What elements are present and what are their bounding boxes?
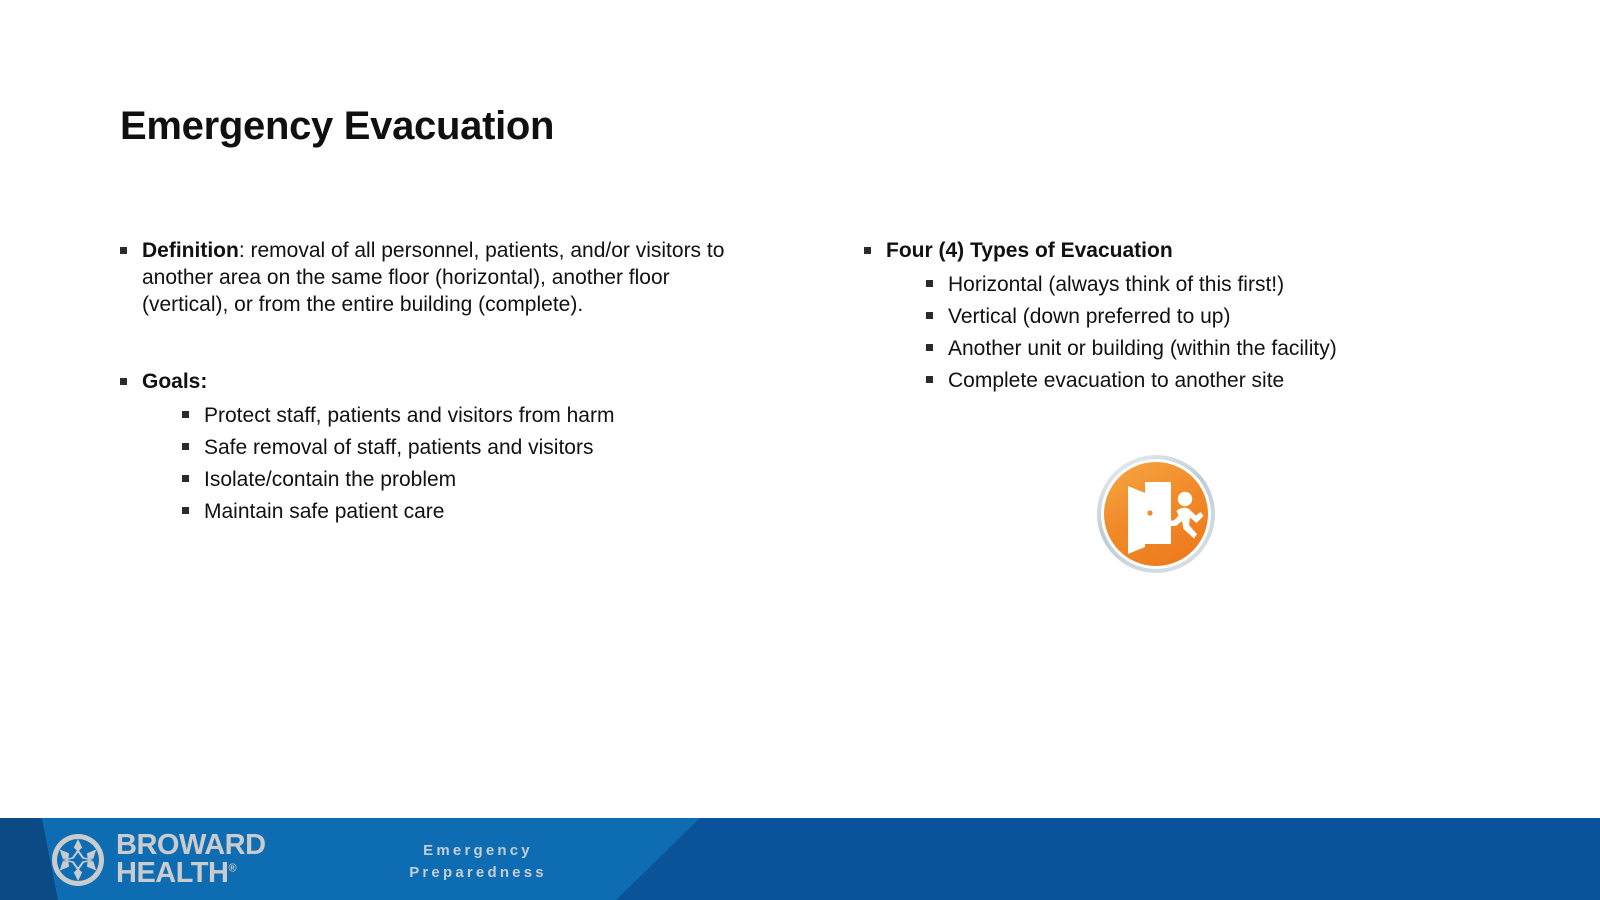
definition-text: removal of all personnel, patients, and/or visitors to another area on the same floor (horizontal), another floor (vertical), or from the entire building (complete).: [142, 239, 725, 316]
logo-line-1: BROWARD: [116, 829, 266, 862]
evacuation-exit-icon: [1097, 455, 1215, 573]
square-bullet-icon: [120, 247, 127, 254]
broward-health-wordmark: [116, 829, 266, 889]
tagline-line-2: Preparedness: [409, 863, 547, 881]
broward-star-emblem-icon: [50, 832, 106, 888]
list-item: [924, 269, 1462, 300]
footer-tagline: [378, 840, 578, 884]
evacuation-type-text: Another unit or building (within the facility): [948, 337, 1337, 361]
registered-mark-icon: ®: [228, 862, 237, 875]
evacuation-types-list: [862, 238, 1462, 265]
goals-heading: Goals:: [142, 369, 208, 393]
right-content-column: [862, 238, 1462, 397]
page-title: Emergency Evacuation: [120, 104, 555, 148]
square-bullet-icon: [926, 312, 933, 319]
evacuation-type-text: Vertical (down preferred to up): [948, 304, 1231, 328]
broward-health-logo: [50, 829, 266, 889]
goal-text: Isolate/contain the problem: [204, 467, 457, 491]
square-bullet-icon: [182, 443, 189, 450]
square-bullet-icon: [864, 247, 871, 254]
goals-sublist: [180, 400, 758, 527]
list-item: [924, 301, 1462, 332]
goal-text: Safe removal of staff, patients and visitors: [204, 435, 594, 459]
square-bullet-icon: [182, 411, 189, 418]
goals-list: [118, 369, 758, 396]
list-item: [180, 496, 758, 527]
square-bullet-icon: [182, 507, 189, 514]
logo-line-2-text: HEALTH: [116, 857, 229, 889]
left-content-column: [118, 238, 758, 528]
square-bullet-icon: [926, 344, 933, 351]
goal-text: Protect staff, patients and visitors from harm: [204, 403, 615, 427]
goals-heading-bullet: [118, 369, 758, 396]
logo-line-2: [116, 857, 266, 889]
definition-bullet: [118, 238, 758, 319]
square-bullet-icon: [182, 475, 189, 482]
square-bullet-icon: [926, 376, 933, 383]
types-heading-bullet: [862, 238, 1462, 265]
definition-label: Definition: [142, 239, 239, 262]
tagline-line-1: Emergency: [423, 842, 533, 859]
types-heading: Four (4) Types of Evacuation: [886, 239, 1173, 262]
footer-bar: [0, 818, 1600, 900]
evacuation-type-text: Horizontal (always think of this first!): [948, 272, 1285, 296]
goal-text: Maintain safe patient care: [204, 499, 445, 523]
definition-list: [118, 238, 758, 319]
list-item: [180, 400, 758, 431]
list-item: [180, 464, 758, 495]
column-spacer: [118, 321, 758, 369]
square-bullet-icon: [120, 378, 127, 385]
square-bullet-icon: [926, 280, 933, 287]
list-item: [180, 432, 758, 463]
definition-separator: :: [238, 239, 251, 262]
list-item: [924, 365, 1462, 396]
evacuation-types-sublist: [924, 269, 1462, 396]
list-item: [924, 333, 1462, 364]
evacuation-type-text: Complete evacuation to another site: [948, 369, 1285, 393]
